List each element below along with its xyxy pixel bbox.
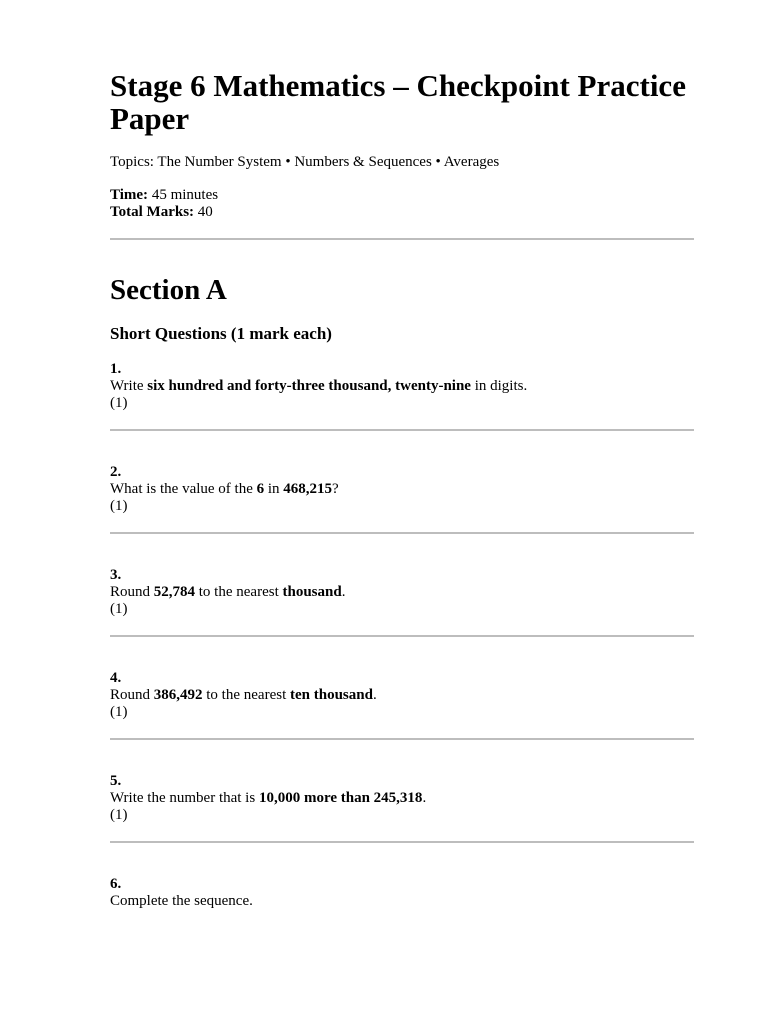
question-text-part: Complete the sequence. — [110, 893, 253, 909]
question-text-part: to the nearest — [195, 584, 283, 600]
question-text-part: What is the value of the — [110, 481, 257, 497]
total-marks-label: Total Marks: — [110, 204, 195, 220]
time-line — [110, 187, 694, 204]
question-text-part: ? — [332, 481, 339, 497]
question-text-part: in digits. — [470, 378, 528, 394]
question-6 — [110, 843, 694, 910]
marks-line — [110, 204, 694, 221]
question-emphasis: 10,000 more than 245,318 — [258, 790, 423, 806]
time-label: Time: — [110, 187, 149, 203]
question-emphasis: six hundred and forty-three thousand, twenty-nine — [147, 378, 471, 394]
question-text — [110, 893, 694, 910]
page-title: Stage 6 Mathematics – Checkpoint Practice Paper — [110, 68, 686, 136]
question-marks: (1) — [110, 395, 128, 411]
question-number: 1. — [110, 361, 122, 377]
question-text — [110, 790, 694, 807]
question-marks: (1) — [110, 807, 128, 823]
question-4 — [110, 637, 694, 721]
question-emphasis: 386,492 — [153, 687, 203, 703]
question-text — [110, 584, 694, 601]
question-marks: (1) — [110, 704, 128, 720]
question-number: 2. — [110, 464, 122, 480]
paper-meta — [110, 187, 694, 221]
question-marks: (1) — [110, 601, 128, 617]
question-emphasis: thousand — [282, 584, 342, 600]
question-number: 4. — [110, 670, 122, 686]
question-number: 3. — [110, 567, 122, 583]
question-marks: (1) — [110, 498, 128, 514]
question-1 — [110, 344, 694, 412]
section-title: Section A — [110, 274, 227, 306]
question-text-part: . — [422, 790, 427, 806]
question-text — [110, 378, 694, 395]
question-text-part: Round — [110, 687, 154, 703]
question-text-part: Write the number that is — [110, 790, 259, 806]
question-emphasis: 6 — [256, 481, 265, 497]
question-2 — [110, 431, 694, 515]
question-number: 5. — [110, 773, 122, 789]
total-marks-value: 40 — [194, 204, 213, 220]
topics-line: Topics: The Number System • Numbers & Sequences • Averages — [110, 154, 500, 170]
question-emphasis: 52,784 — [153, 584, 196, 600]
question-5 — [110, 740, 694, 824]
question-text-part: to the nearest — [202, 687, 290, 703]
time-value: 45 minutes — [148, 187, 219, 203]
question-text — [110, 687, 694, 704]
question-3 — [110, 534, 694, 618]
section-subtitle: Short Questions (1 mark each) — [110, 324, 332, 343]
question-text-part: . — [341, 584, 346, 600]
question-text-part: in — [264, 481, 284, 497]
question-number: 6. — [110, 876, 122, 892]
question-text — [110, 481, 694, 498]
question-emphasis: 468,215 — [283, 481, 333, 497]
question-text-part: Write — [110, 378, 148, 394]
question-emphasis: ten thousand — [289, 687, 373, 703]
question-text-part: Round — [110, 584, 154, 600]
question-text-part: . — [372, 687, 377, 703]
